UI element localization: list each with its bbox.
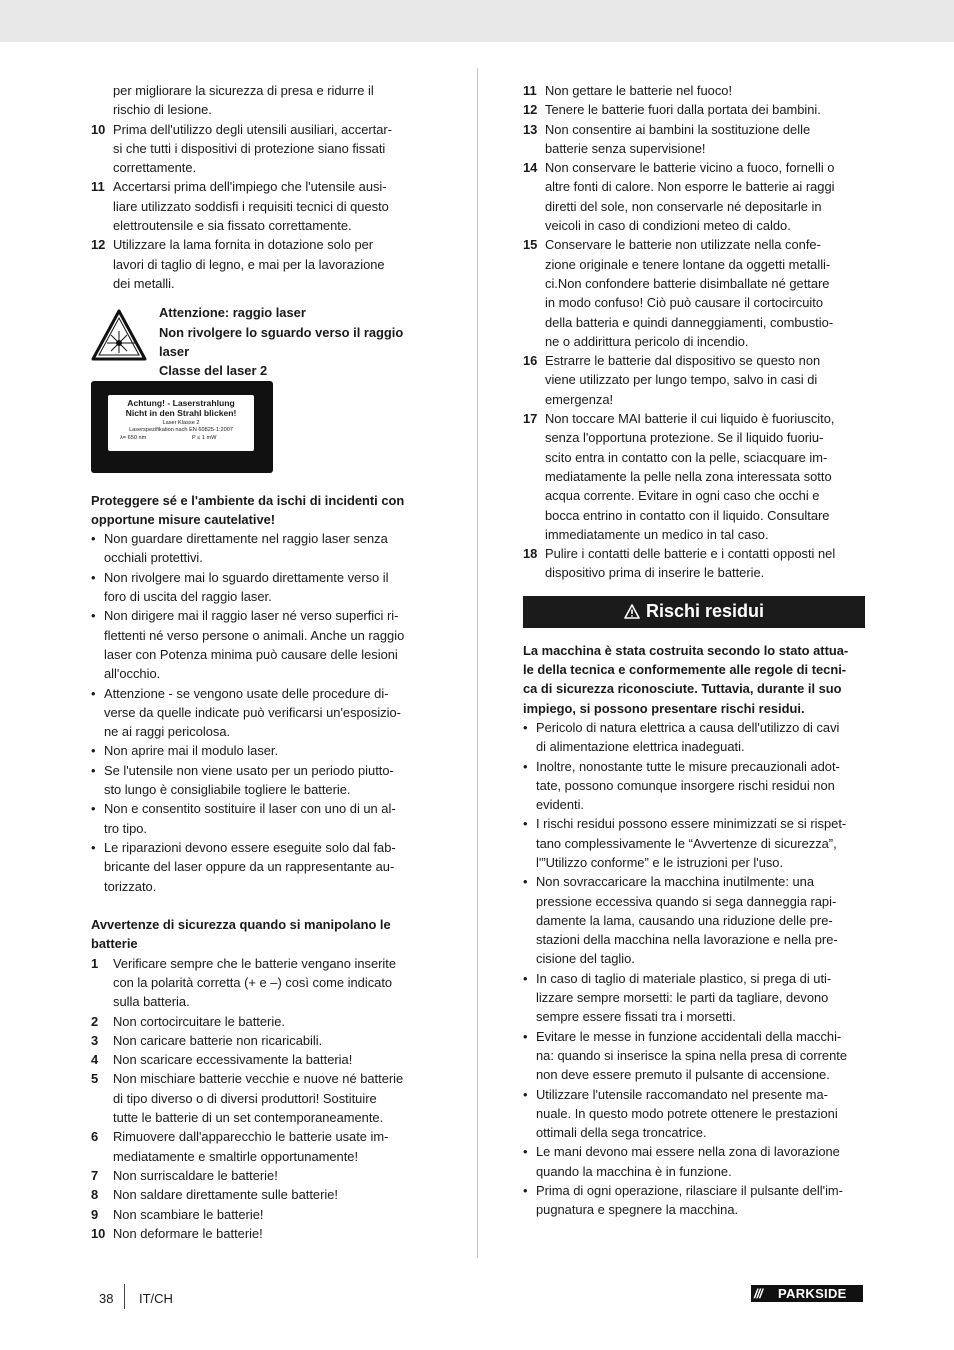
text-line: Non caricare batterie non ricaricabili.	[113, 1032, 323, 1048]
list-item	[523, 409, 865, 544]
text-line: tano complessivamente le “Avvertenze di sicurezza”,	[536, 835, 837, 851]
bullet-item: • Non rivolgere mai lo sguardo direttamente verso il foro di uscita del raggio laser.	[91, 568, 433, 607]
text-line: Pulire i contatti delle batterie e i contatti opposti nel	[545, 546, 836, 562]
text-line: Non gettare le batterie nel fuoco!	[545, 83, 733, 98]
text-line: Non surriscaldare le batterie!	[113, 1167, 278, 1183]
text-line: damente la lama, causando una riduzione delle pre-	[536, 912, 833, 928]
text-line: l'”Utilizzo conforme” e le istruzioni per l'uso.	[536, 854, 784, 870]
text-line: lavori di taglio di legno, e mai per la lavorazione	[113, 256, 385, 272]
text-line: Inoltre, nonostante tutte le misure precauzionali adot-	[536, 758, 840, 774]
text-line: Non cortocircuitare le batterie.	[113, 1013, 285, 1029]
text-line: rischio di lesione.	[113, 102, 212, 118]
text-line: tate, possono comunque insorgere rischi residui non	[536, 777, 835, 793]
text-line: flettenti né verso persone o animali. Anche un raggio	[104, 627, 405, 643]
item-number: 10	[91, 1225, 106, 1241]
item-number: 9	[91, 1206, 99, 1222]
text-line: dispositivo prima di inserire le batterie.	[545, 565, 765, 581]
bullet-item: • Inoltre, nonostante tutte le misure precauzionali adot- tate, possono comunque insorgere rischi residui non evidenti.	[523, 757, 865, 815]
right-column	[523, 81, 865, 1220]
text-line: na: quando si inserisce la spina nella presa di corrente	[536, 1047, 847, 1063]
laser-label-plate	[91, 381, 273, 473]
list-item	[523, 351, 865, 409]
text-line: mediatamente e smaltirle opportunamente!	[113, 1148, 359, 1164]
text-line: Non scaricare eccessivamente la batteria!	[113, 1052, 353, 1068]
bullet-item: • Attenzione - se vengono usate delle procedure di- verse da quelle indicate può verificarsi un'esposizio- ne ai raggi pericolosa.	[91, 684, 433, 742]
list-item	[523, 120, 865, 159]
text-line: pressione eccessiva quando si sega danneggia rapi-	[536, 893, 837, 909]
parkside-logo	[751, 1285, 863, 1302]
item-number: 6	[91, 1129, 99, 1145]
list-item	[91, 1031, 433, 1050]
text-line: Le riparazioni devono essere eseguite solo dal fab-	[104, 839, 396, 855]
bullet-item: • Non aprire mai il modulo laser.	[91, 741, 433, 760]
item-number: 2	[91, 1013, 99, 1029]
bullet-item: • Non dirigere mai il raggio laser né verso superfici ri- flettenti né verso persone o animali. Anche un raggio laser con Potenza minima può causare delle lesioni all'occhio.	[91, 606, 433, 683]
item-number: 4	[91, 1052, 99, 1068]
list-item	[91, 1069, 433, 1127]
text-line: acqua corrente. Evitare in ogni caso che occhi e	[545, 488, 820, 504]
item-number: 13	[523, 121, 538, 137]
battery-heading	[91, 915, 433, 954]
text-line: ne ai raggi pericolosa.	[104, 724, 231, 740]
text-line: ci.Non confondere batterie disimballate né gettare	[545, 275, 830, 291]
text-line: in modo confuso! Ciò può causare il cortocircuito	[545, 295, 824, 311]
text-line: verse da quelle indicate può verificarsi un'esposizio-	[104, 704, 401, 720]
text-line: Non guardare direttamente nel raggio laser senza	[104, 531, 388, 547]
text-line: stazioni della macchina nella lavorazione e nella pre-	[536, 932, 838, 948]
text-line: Accertarsi prima dell'impiego che l'utensile ausi-	[113, 179, 387, 195]
text-line: senza l'opportuna protezione. Se il liquido fuoriu-	[545, 430, 824, 446]
item-number: 8	[91, 1187, 99, 1203]
text-line: viene utilizzato per lungo tempo, salvo in casi di	[545, 372, 818, 388]
text-line: sulla batteria.	[113, 994, 190, 1010]
text-line: Evitare le messe in funzione accidentali della macchi-	[536, 1028, 842, 1044]
item-number: 16	[523, 353, 538, 369]
logo-slashes: ///	[754, 1285, 762, 1301]
text-line: Le mani devono mai essere nella zona di lavorazione	[536, 1144, 840, 1160]
text-line: dei metalli.	[113, 275, 175, 291]
list-item	[91, 1050, 433, 1069]
text-line: pugnatura e spegnere la macchina.	[536, 1202, 739, 1218]
footer-separator	[124, 1284, 125, 1309]
text-line: Proteggere sé e l'ambiente da ischi di incidenti con	[91, 492, 405, 508]
top-bar	[0, 0, 954, 42]
text-line: Verificare sempre che le batterie vengano inserite	[113, 955, 397, 971]
laser-class: Classe del laser 2	[159, 363, 268, 379]
bullet-item: • Pericolo di natura elettrica a causa dell'utilizzo di cavi di alimentazione elettrica inadeguati.	[523, 718, 865, 757]
text-line: tro tipo.	[104, 820, 147, 836]
text-line: Non aprire mai il modulo laser.	[104, 743, 279, 759]
item-number: 15	[523, 237, 538, 253]
laser-warning	[91, 303, 433, 471]
text-line: Se l'utensile non viene usato per un periodo piutto-	[104, 762, 394, 778]
list-item	[523, 158, 865, 235]
text-line: torizzato.	[104, 878, 157, 894]
item-number: 5	[91, 1071, 99, 1087]
text-line: Conservare le batterie non utilizzate nella confe-	[545, 237, 821, 253]
section-title: Rischi residui	[645, 601, 765, 622]
label-line: Achtung! - Laserstrahlung	[127, 398, 235, 409]
text-line: all'occhio.	[104, 666, 161, 682]
item-number: 10	[91, 121, 106, 137]
bullet-item: • I rischi residui possono essere minimizzati se si rispet- tano complessivamente le “Avvertenze di sicurezza”, l'”Utilizzo conforme” e le istruzioni per l'uso.	[523, 814, 865, 872]
text-line: Non e consentito sostituire il laser con uno di un al-	[104, 801, 396, 817]
item-number: 1	[91, 955, 99, 971]
text-line: Non conservare le batterie vicino a fuoco, fornelli o	[545, 160, 835, 176]
text-line: mediatamente la pelle nella zona interessata sotto	[545, 468, 832, 484]
list-item	[523, 81, 865, 100]
protect-heading	[91, 491, 433, 530]
item-number: 11	[91, 179, 105, 195]
list-item	[91, 1205, 433, 1224]
text-line: le della tecnica e conformemente alle regole di tecni-	[523, 662, 847, 678]
text-line: immediatamente un medico in tal caso.	[545, 526, 769, 542]
text-line: liare utilizzato soddisfi i requisiti tecnici di questo	[113, 198, 389, 214]
text-line: scito entra in contatto con la pelle, sciacquare im-	[545, 449, 828, 465]
text-line: si che tutti i dispositivi di protezione siano fissati	[113, 140, 386, 156]
text-line: Utilizzare l'utensile raccomandato nel presente ma-	[536, 1086, 828, 1102]
text-line: di tipo diverso o di diversi produttori! Sostituire	[113, 1090, 377, 1106]
text-line: elettroutensile e sia fissato correttamente.	[113, 218, 352, 234]
text-line: batterie senza supervisione!	[545, 140, 706, 156]
text-line: di alimentazione elettrica inadeguati.	[536, 739, 745, 755]
text-line: Utilizzare la lama fornita in dotazione solo per	[113, 237, 374, 253]
item-number: 17	[523, 411, 538, 427]
text-line: diretti del sole, non conservarle né depositarle in	[545, 198, 822, 214]
laser-warning-icon	[91, 309, 147, 361]
logo-text: PARKSIDE	[778, 1285, 847, 1301]
text-line: Attenzione - se vengono usate delle procedure di-	[104, 685, 389, 701]
text-line: altre fonti di calore. Non esporre le batterie ai raggi	[545, 179, 835, 195]
bullet-item: • Se l'utensile non viene usato per un periodo piutto- sto lungo è consigliabile togliere le batterie.	[91, 761, 433, 800]
text-line: In caso di taglio di materiale plastico, si prega di uti-	[536, 970, 832, 986]
bullet-item: • Non e consentito sostituire il laser con uno di un al- tro tipo.	[91, 799, 433, 838]
text-line: Non dirigere mai il raggio laser né verso superfici ri-	[104, 608, 399, 624]
label-wavelength: λ= 650 nm	[120, 435, 147, 442]
column-divider	[477, 68, 478, 1258]
language-code: IT/CH	[139, 1291, 173, 1306]
item-number: 12	[91, 237, 106, 253]
item-number: 12	[523, 102, 538, 118]
bullet-item: • Le mani devono mai essere nella zona di lavorazione quando la macchina è in funzione.	[523, 1142, 865, 1181]
bullet-item: • Non sovraccaricare la macchina inutilmente: una pressione eccessiva quando si sega danneggia rapi- damente la lama, causando una riduzione delle pre- stazioni della macchina nella lavorazione e nella pre- cisione del taglio.	[523, 872, 865, 968]
text-line: cisione del taglio.	[536, 951, 635, 967]
text-line: Estrarre le batterie dal dispositivo se questo non	[545, 353, 821, 369]
list-item	[523, 235, 865, 351]
list-item	[91, 1224, 433, 1243]
section-header-residual-risks	[523, 596, 865, 628]
residual-intro	[523, 641, 865, 718]
text-line: con la polarità corretta (+ e –) così come indicato	[113, 974, 393, 990]
text-line: Rimuovere dall'apparecchio le batterie usate im-	[113, 1129, 389, 1145]
list-item	[91, 120, 433, 178]
laser-warning-title: Attenzione: raggio laser	[159, 305, 306, 321]
warning-icon	[624, 604, 640, 619]
text-line: ca di sicurezza riconosciute. Tuttavia, durante il suo	[523, 681, 842, 697]
text-line: Non saldare direttamente sulle batterie!	[113, 1187, 338, 1203]
item-number: 7	[91, 1167, 99, 1183]
list-item	[91, 235, 433, 293]
text-line: foro di uscita del raggio laser.	[104, 589, 272, 605]
text-line: Non rivolgere lo sguardo verso il raggio	[159, 324, 404, 340]
text-line: zione originale e tenere lontane da oggetti metalli-	[545, 256, 831, 272]
list-item	[91, 1166, 433, 1185]
text-line: opportune misure cautelative!	[91, 511, 276, 527]
list-item	[91, 1185, 433, 1204]
bullet-item: • Utilizzare l'utensile raccomandato nel presente ma- nuale. In questo modo potrete ottenere le prestazioni ottimali della sega troncatrice.	[523, 1085, 865, 1143]
list-item	[91, 177, 433, 235]
list-item	[523, 100, 865, 119]
page-number: 38	[99, 1291, 114, 1306]
bullet-item: • Prima di ogni operazione, rilasciare il pulsante dell'im- pugnatura e spegnere la macchina.	[523, 1181, 865, 1220]
text-line: veicoli in caso di condizioni meteo di caldo.	[545, 218, 791, 234]
item-number: 18	[523, 546, 538, 562]
text-line: Avvertenze di sicurezza quando si manipolano le	[91, 917, 391, 933]
label-line: Nicht in den Strahl blicken!	[125, 408, 237, 419]
text-line: Non mischiare batterie vecchie e nuove né batterie	[113, 1071, 404, 1087]
bullet-item: • Evitare le messe in funzione accidentali della macchi- na: quando si inserisce la spina nella presa di corrente non deve essere premuto il pulsante di accensione.	[523, 1027, 865, 1085]
text-line: Non consentire ai bambini la sostituzione delle	[545, 121, 811, 137]
left-column	[91, 81, 433, 1243]
item-number: 11	[523, 83, 537, 98]
text-line: laser con Potenza minima può causare delle lesioni	[104, 646, 398, 662]
label-power: P ≤ 1 mW	[192, 435, 217, 442]
text-line: Prima di ogni operazione, rilasciare il pulsante dell'im-	[536, 1183, 843, 1199]
item-number: 14	[523, 160, 538, 176]
item-number: 3	[91, 1032, 99, 1048]
text-line: lizzare sempre morsetti: le parti da tagliare, devono	[536, 990, 829, 1006]
label-line: Laserspezifikation nach EN 60825-1:2007	[129, 427, 233, 434]
text-line: Non toccare MAI batterie il cui liquido è fuoriuscito,	[545, 411, 835, 427]
text-line: batterie	[91, 936, 138, 952]
text-line: correttamente.	[113, 160, 197, 176]
list-item	[91, 1012, 433, 1031]
list-item	[523, 544, 865, 583]
text-line: Prima dell'utilizzo degli utensili ausiliari, accertar-	[113, 121, 392, 137]
text-line: impiego, si possono presentare rischi residui.	[523, 700, 805, 716]
text-line: nuale. In questo modo potrete ottenere le prestazioni	[536, 1105, 838, 1121]
text-line: bricante del laser oppure da un rappresentante au-	[104, 859, 395, 875]
text-line: della batteria e quindi danneggiamenti, combustio-	[545, 314, 834, 330]
text-line: non deve essere premuto il pulsante di accensione.	[536, 1067, 830, 1083]
text-line: occhiali protettivi.	[104, 550, 203, 566]
intro-continuation	[91, 81, 433, 120]
bullet-item: • In caso di taglio di materiale plastico, si prega di uti- lizzare sempre morsetti: le parti da tagliare, devono sempre essere fissati tra i morsetti.	[523, 969, 865, 1027]
text-line: tutte le batterie di un set contemporaneamente.	[113, 1110, 384, 1126]
text-line: sempre essere fissati tra i morsetti.	[536, 1009, 736, 1025]
text-line: ottimali della sega troncatrice.	[536, 1125, 707, 1141]
text-line: La macchina è stata costruita secondo lo stato attua-	[523, 642, 849, 658]
bullet-item: • Non guardare direttamente nel raggio laser senza occhiali protettivi.	[91, 529, 433, 568]
text-line: per migliorare la sicurezza di presa e ridurre il	[113, 83, 374, 98]
text-line: evidenti.	[536, 797, 585, 813]
text-line: I rischi residui possono essere minimizzati se si rispet-	[536, 816, 847, 832]
laser-warning-text	[159, 303, 439, 380]
text-line: bocca entrino in contatto con il liquido. Consultare	[545, 507, 830, 523]
text-line: sto lungo è consigliabile togliere le batterie.	[104, 782, 351, 798]
text-line: Non rivolgere mai lo sguardo direttamente verso il	[104, 569, 389, 585]
text-line: laser	[159, 343, 190, 359]
list-item	[91, 954, 433, 1012]
text-line: Non scambiare le batterie!	[113, 1206, 264, 1222]
text-line: Tenere le batterie fuori dalla portata dei bambini.	[545, 102, 821, 118]
text-line: quando la macchina è in funzione.	[536, 1163, 732, 1179]
bullet-item: • Le riparazioni devono essere eseguite solo dal fab- bricante del laser oppure da un rappresentante au- torizzato.	[91, 838, 433, 896]
text-line: Pericolo di natura elettrica a causa dell'utilizzo di cavi	[536, 719, 840, 735]
list-item	[91, 1127, 433, 1166]
label-line: Laser Klasse 2	[162, 420, 200, 427]
text-line: emergenza!	[545, 391, 614, 407]
text-line: Non sovraccaricare la macchina inutilmente: una	[536, 874, 814, 890]
text-line: Non deformare le batterie!	[113, 1225, 263, 1241]
text-line: ne o addirittura pericolo di incendio.	[545, 333, 749, 349]
